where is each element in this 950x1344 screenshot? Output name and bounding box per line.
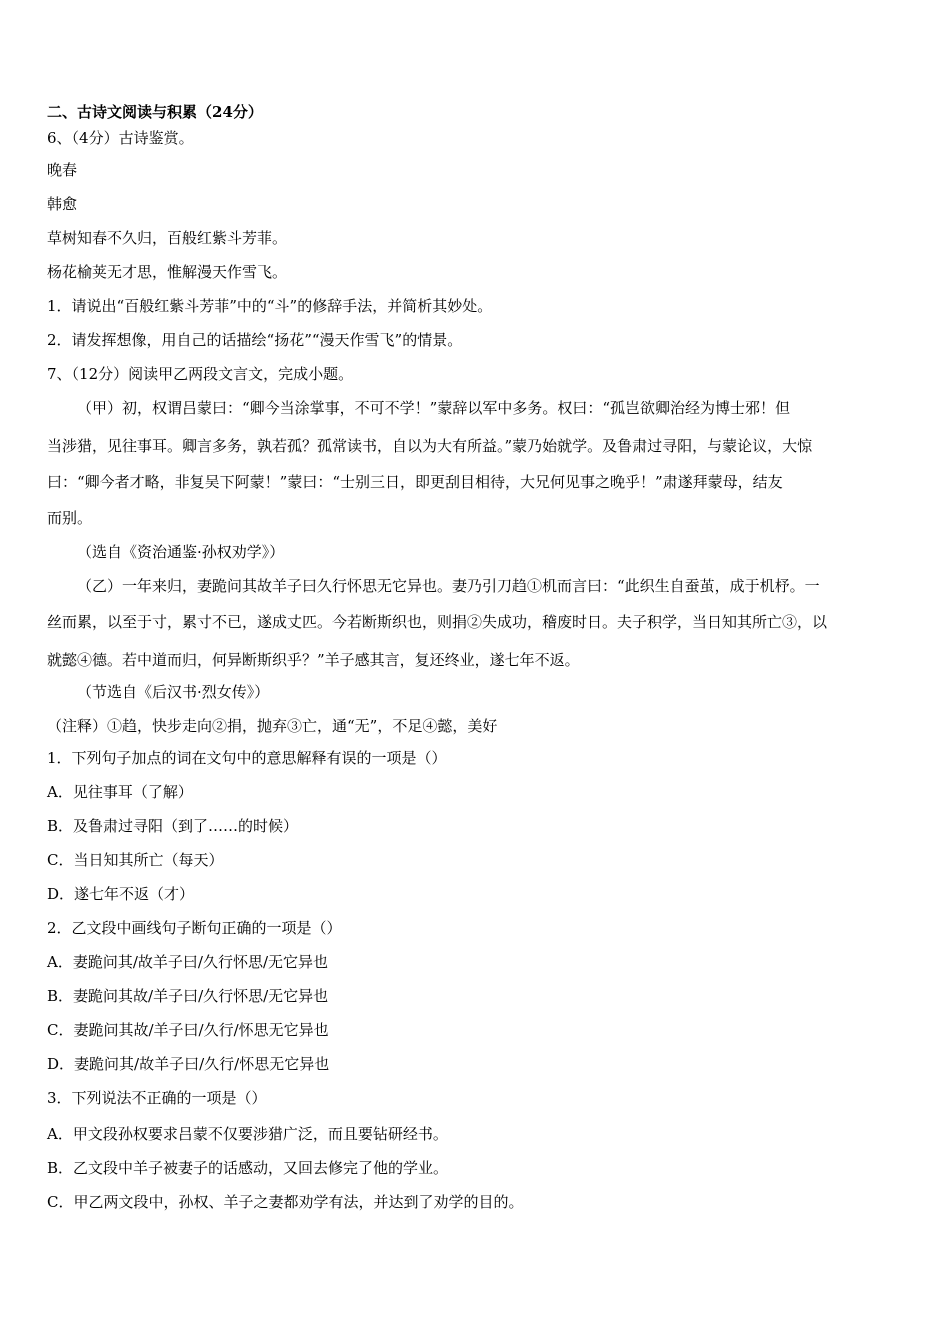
q7-sub2-option-a: A．妻跪问其/故羊子曰/久行怀思/无它异也 (47, 953, 328, 971)
poem-title: 晚春 (47, 161, 78, 179)
passage-yi-line-2: 丝而累，以至于寸，累寸不已，遂成丈匹。今若断斯织也，则捐②失成功，稽废时日。夫子积学，当日知其所亡③，以 (47, 613, 828, 631)
passage-jia-source: （选自《资治通鉴·孙权劝学》） (77, 543, 285, 561)
q7-sub1-option-d: D．遂七年不返（才） (47, 885, 195, 903)
passage-yi-line-3: 就懿④德。若中道而归，何异断斯织乎？”羊子感其言，复还终业，遂七年不返。 (47, 651, 580, 669)
passage-jia-line-3: 曰：“卿今者才略，非复吴下阿蒙！”蒙曰：“士别三日，即更刮目相待，大兄何见事之晚乎！”肃遂拜蒙母，结友 (47, 473, 783, 491)
q7-header: 7、（12分）阅读甲乙两段文言文，完成小题。 (47, 365, 354, 383)
q7-sub1-question: 1．下列句子加点的词在文句中的意思解释有误的一项是（） (47, 749, 447, 767)
q7-sub2-option-d: D．妻跪问其/故羊子曰/久行/怀思无它异也 (47, 1055, 330, 1073)
passage-jia-line-4: 而别。 (47, 509, 93, 527)
q6-subquestion-1: 1．请说出“百般红紫斗芳菲”中的“斗”的修辞手法，并简析其妙处。 (47, 297, 493, 315)
q7-sub3-option-b: B．乙文段中羊子被妻子的话感动，又回去修完了他的学业。 (47, 1159, 449, 1177)
passage-yi-line-1: （乙）一年来归，妻跪问其故羊子曰久行怀思无它异也。妻乃引刀趋①机而言曰：“此织生自蚕茧，成于机杼。一 (77, 577, 820, 595)
annotation-notes: （注释）①趋，快步走向②捐，抛弃③亡，通“无”，不足④懿，美好 (47, 717, 498, 735)
q7-sub1-option-c: C．当日知其所亡（每天） (47, 851, 224, 869)
q7-sub1-option-a: A．见往事耳（了解） (47, 783, 193, 801)
q7-sub2-question: 2．乙文段中画线句子断句正确的一项是（） (47, 919, 342, 937)
passage-jia-line-1: （甲）初，权谓吕蒙曰：“卿今当涂掌事，不可不学！”蒙辞以军中多务。权曰：“孤岂欲卿治经为博士邪！但 (77, 399, 791, 417)
passage-jia-line-2: 当涉猎，见往事耳。卿言多务，孰若孤？孤常读书，自以为大有所益。”蒙乃始就学。及鲁肃过寻阳，与蒙论议，大惊 (47, 437, 813, 455)
poem-author: 韩愈 (47, 195, 78, 213)
poem-line-2: 杨花榆荚无才思，惟解漫天作雪飞。 (47, 263, 288, 281)
q7-sub3-option-a: A．甲文段孙权要求吕蒙不仅要涉猎广泛，而且要钻研经书。 (47, 1125, 448, 1143)
q7-sub2-option-b: B．妻跪问其故/羊子曰/久行怀思/无它异也 (47, 987, 329, 1005)
poem-line-1: 草树知春不久归，百般红紫斗芳菲。 (47, 229, 288, 247)
q7-sub3-question: 3．下列说法不正确的一项是（） (47, 1089, 267, 1107)
q6-subquestion-2: 2．请发挥想像，用自己的话描绘“扬花”“漫天作雪飞”的情景。 (47, 331, 463, 349)
q7-sub1-option-b: B．及鲁肃过寻阳（到了……的时候） (47, 817, 299, 835)
section-title: 二、古诗文阅读与积累（24分） (47, 103, 263, 121)
q6-header: 6、（4分）古诗鉴赏。 (47, 129, 194, 147)
q7-sub2-option-c: C．妻跪问其故/羊子曰/久行/怀思无它异也 (47, 1021, 329, 1039)
q7-sub3-option-c: C．甲乙两文段中，孙权、羊子之妻都劝学有法，并达到了劝学的目的。 (47, 1193, 524, 1211)
passage-yi-source: （节选自《后汉书·烈女传》） (77, 683, 270, 701)
